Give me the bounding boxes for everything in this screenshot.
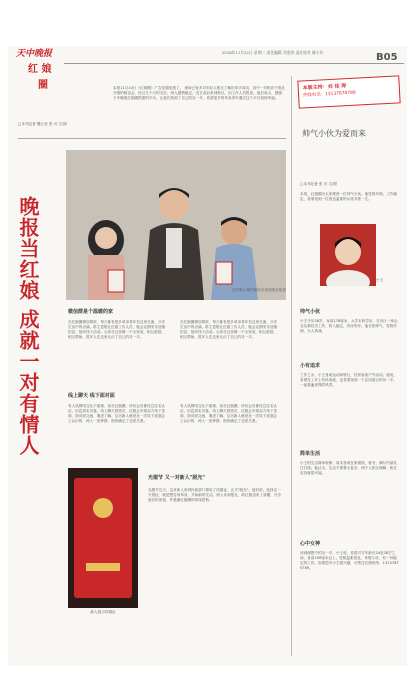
sidebar-portrait xyxy=(320,224,376,286)
profile-section-1 xyxy=(300,308,400,345)
masthead-rule xyxy=(64,63,404,64)
profile-section-4 xyxy=(300,540,400,651)
section-name: 红 娘 xyxy=(28,64,52,75)
sidebar-divider xyxy=(291,76,292,656)
top-bar-info: 2018年11月22日 星期二 责任编辑 刘金涛 责任校对 谢小玲 xyxy=(222,50,324,55)
main-photo-illustration xyxy=(66,150,286,300)
sidebar-host-box xyxy=(297,75,400,108)
intro-rule xyxy=(18,138,286,139)
sidebar-title: 帅气小伙为爱而来 xyxy=(302,129,366,138)
headline: 晚报当红娘 成就一对有情人 xyxy=(16,196,40,456)
profile-text-4: 谈到理想中的另一半，小王说，希望对方年龄在24至28岁之间，身高160厘米以上，性格温柔善良，孝敬父母，有一份稳定的工作。如果您对小王感兴趣，可拨打红娘热线：13137870789。 xyxy=(300,551,399,570)
marriage-cert-photo xyxy=(68,468,138,608)
profile-section-2 xyxy=(300,362,400,433)
section2-title: 线上聊天 线下面对面 xyxy=(68,393,115,399)
sidebar-host-label: 本版主持：刘 佳 涛 xyxy=(302,83,347,92)
section2-text: 有人说网络交友不靠谱，但在红娘圈，所有会员都经过实名认证，信息真实可靠。线上聊天熟悉后，红娘会安排双方线下见面，面对面交流，增进了解。这对新人就是在一次线下见面会上认识的，两人一见钟情，很快确定了恋爱关系。 xyxy=(68,404,166,423)
intro-byline: □本刊记者 魏元莹 张 可 文/图 xyxy=(18,122,67,126)
profile-title-2: 小有追求 xyxy=(300,363,321,369)
section3-title: 光棍节 又一对新人"脱光" xyxy=(148,475,205,481)
profile-text-3: 小王的生活简单规律，周末喜欢在家做饭、看书，偶尔约朋友打打球。他认为，生活不需要太复杂，两个人相互理解、相互包容就很幸福。 xyxy=(300,461,398,475)
sidebar xyxy=(296,72,402,662)
headline-block xyxy=(16,196,40,526)
section1-text: 在红娘圈微信群里，每天都有很多单身青年在这里交流，分享生活中的点滴。群主是报社红娘工作人员，她会定期发布征婚信息，组织线下活动。大家在这里像一个大家庭，相互鼓励，相互帮助，很多人在这里认识了自己的另一半。 xyxy=(68,320,166,339)
profile-section-3 xyxy=(300,450,400,521)
intro-text: 本报11月10日《红娘圈》广告征婚见报了。 现场已有多对年轻人相互了解后牵手成功，其中一对相识于报社开展的相亲会，经过几个月的交往，两人感情稳定，近日双双来到报社，向工作人员报喜。他们表示，感谢天中晚报红娘圈搭建的平台，让他们找到了自己的另一半，希望更多的单身青年通过这个平台找到幸福。 xyxy=(113,86,285,100)
main-photo xyxy=(66,150,286,300)
sidebar-byline: □本刊记者 张 可 文/图 xyxy=(300,182,337,186)
page-number: B05 xyxy=(376,52,398,63)
article-body xyxy=(68,308,286,648)
sidebar-intro: 本周，红娘圈为大家推荐一位帅气小伙。他性格开朗，工作稳定，希望找到一位善良温柔的女孩共度一生。 xyxy=(300,192,398,201)
section1-title: 微信群是个温暖的家 xyxy=(68,309,114,315)
section1-text-col2: 在红娘圈微信群里，每天都有很多单身青年在这里交流，分享生活中的点滴。群主是报社红娘工作人员，她会定期发布征婚信息，组织线下活动。大家在这里像一个大家庭，相互鼓励，相互帮助，很多人在这里认识了自己的另一半。 xyxy=(180,320,278,339)
section-name-2: 圈 xyxy=(38,80,48,91)
sidebar-hotline: 热线电话：13137870789 xyxy=(303,90,356,99)
newspaper-page xyxy=(8,46,407,666)
portrait-illustration xyxy=(320,224,376,286)
marriage-cert-illustration xyxy=(68,468,138,608)
main-photo-caption: 这对新人相约领证后来到报社报喜 xyxy=(232,288,286,292)
sidebar-portrait-caption: 小王 xyxy=(376,278,384,282)
section3-text: 光棍节这天，这对新人来到民政部门领取了结婚证，正式"脱光"。他们说，选择这一天领证，就是想告别单身，开始新的生活。两人来到报社，给红娘送来了喜糖，分享他们的喜悦，并感谢红娘圈的牵线搭桥。 xyxy=(148,488,281,502)
profile-text-1: 小王今年28岁，身高178厘米，大学本科学历，在市区一家企业从事技术工作，收入稳定，有房有车。他长相帅气，性格开朗，为人真诚。 xyxy=(300,319,398,333)
marriage-cert-caption: 新人展示结婚证 xyxy=(90,610,116,614)
masthead-logo: 天中晚报 xyxy=(16,49,53,59)
profile-title-1: 帅气小伙 xyxy=(300,309,321,315)
profile-title-4: 心中女神 xyxy=(300,541,321,547)
profile-title-3: 简单生活 xyxy=(300,451,321,457)
profile-text-2: 工作之余，小王喜欢运动和旅行，经常参加户外活动。他说，希望在工作上有所成就，也希望找到一个志同道合的另一半，一起看遍世界的风景。 xyxy=(300,373,398,387)
section2-text-col2: 有人说网络交友不靠谱，但在红娘圈，所有会员都经过实名认证，信息真实可靠。线上聊天熟悉后，红娘会安排双方线下见面，面对面交流，增进了解。这对新人就是在一次线下见面会上认识的，两人一见钟情，很快确定了恋爱关系。 xyxy=(180,404,278,423)
